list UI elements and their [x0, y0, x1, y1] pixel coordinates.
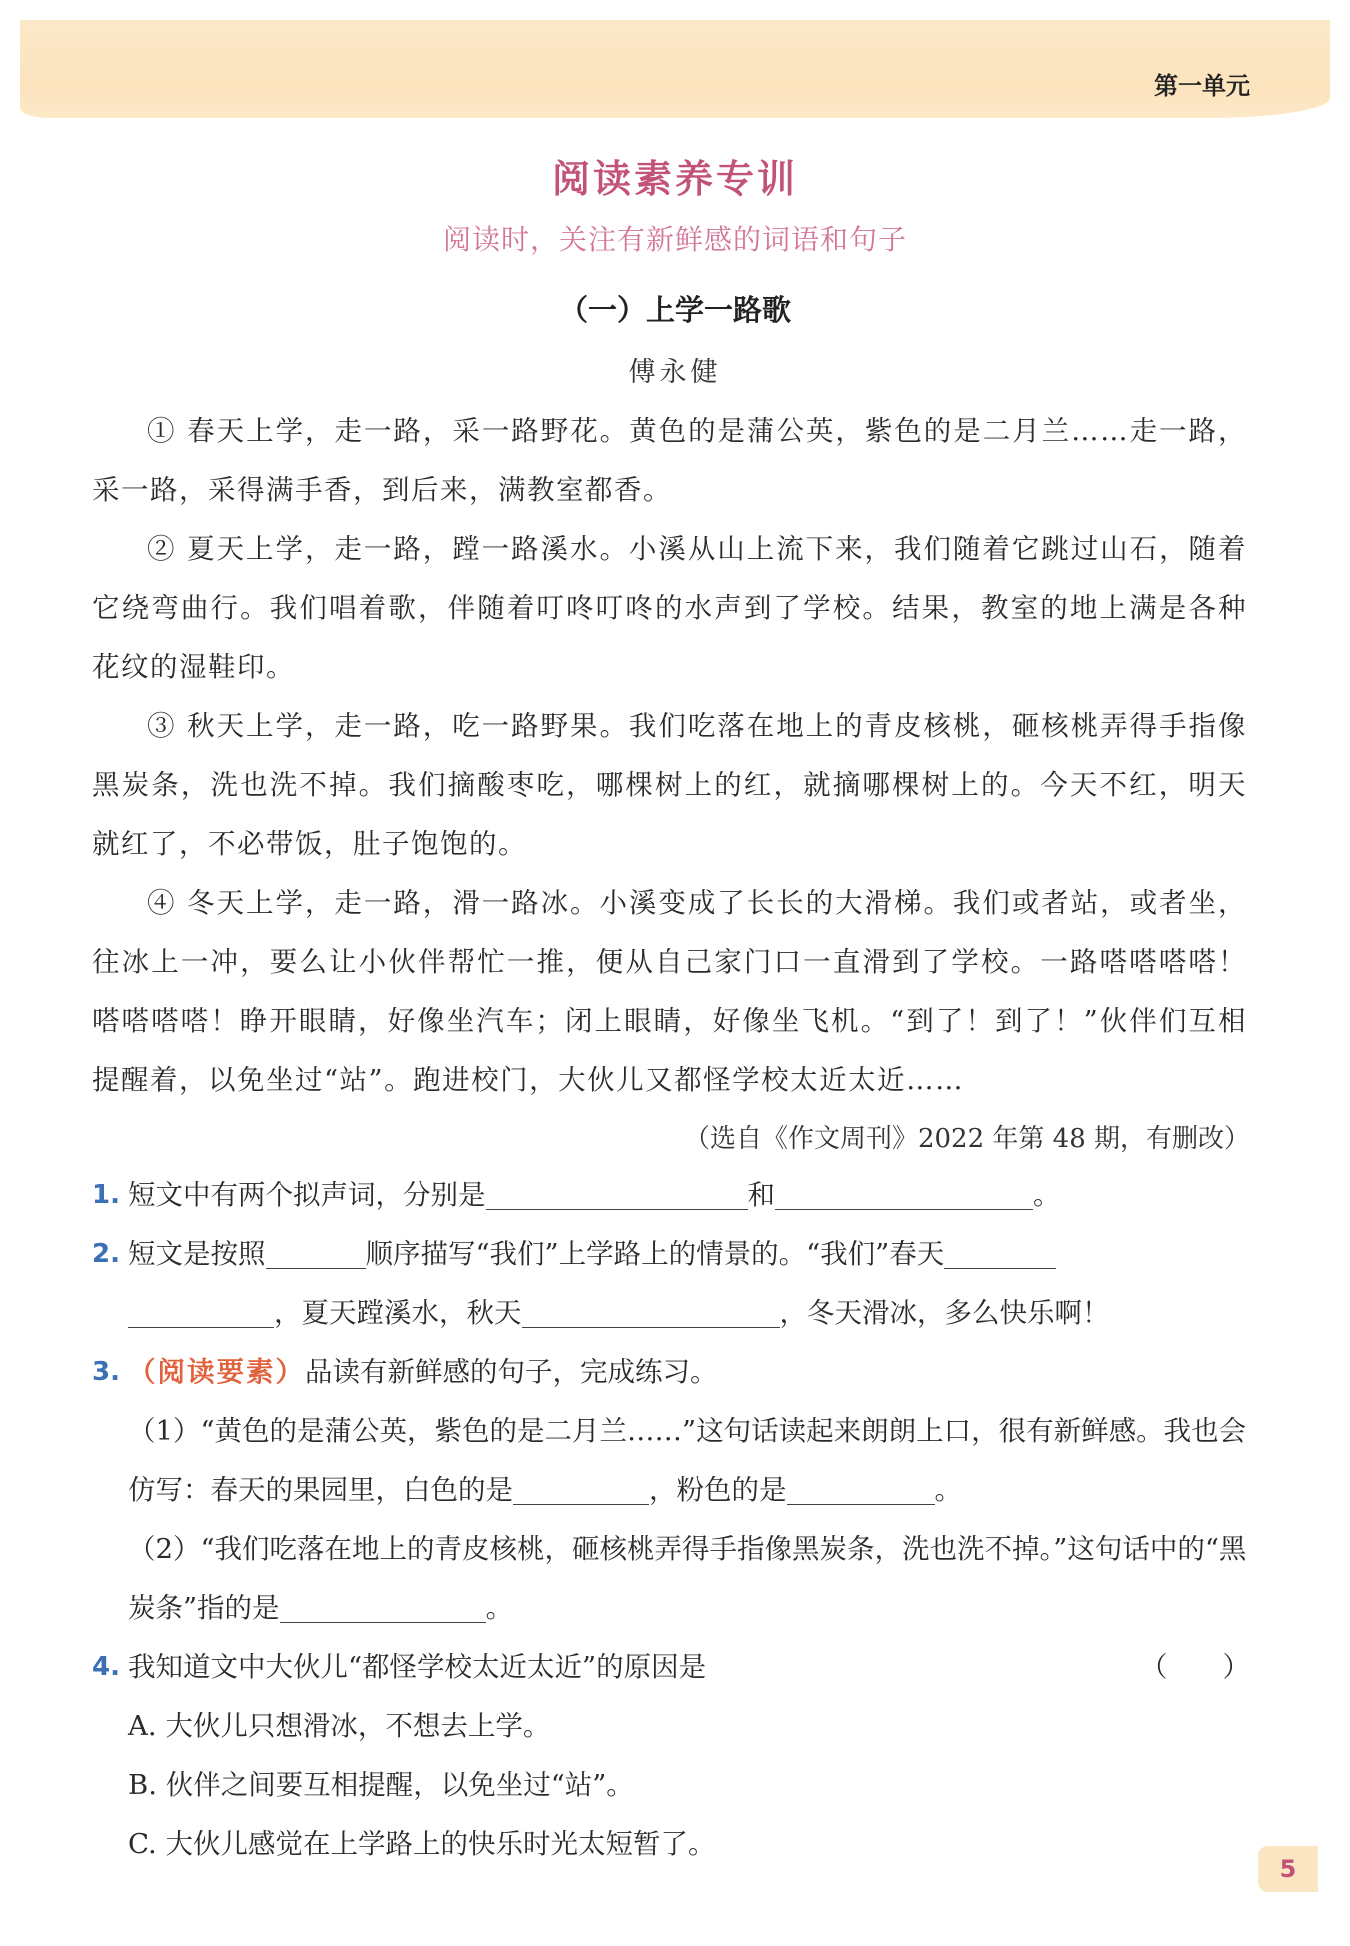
question-text: ，冬天滑冰，多么快乐啊！ — [779, 1297, 1110, 1329]
answer-blank[interactable] — [266, 1234, 366, 1269]
question-4 — [92, 1638, 1250, 1697]
page-title: 阅读素养专训 — [551, 157, 798, 201]
question-number: 2. — [92, 1239, 120, 1269]
question-1 — [92, 1166, 1250, 1225]
paragraph-4: ④ 冬天上学，走一路，滑一路冰。小溪变成了长长的大滑梯。我们或者站，或者坐，往冰上一冲，要么让小伙伴帮忙一推，便从自己家门口一直滑到了学校。一路嗒嗒嗒嗒！嗒嗒嗒嗒！睁开眼睛，好像坐汽车；闭上眼睛，好像坐飞机。“到了！到了！”伙伴们互相提醒着，以免坐过“站”。跑进校门，大伙儿又都怪学校太近太近…… — [92, 887, 1247, 1096]
question-number: 4. — [92, 1652, 120, 1682]
question-text: 。 — [485, 1592, 514, 1624]
question-text: 。 — [934, 1474, 962, 1506]
passage-body — [92, 402, 1247, 1110]
header-band — [20, 20, 1330, 118]
question-3-part-2 — [92, 1520, 1250, 1638]
question-3-part-1 — [92, 1402, 1250, 1520]
answer-blank[interactable] — [128, 1293, 274, 1328]
answer-parentheses[interactable]: （ ） — [1140, 1651, 1250, 1683]
paragraph-3: ③ 秋天上学，走一路，吃一路野果。我们吃落在地上的青皮核桃，砸核桃弄得手指像黑炭条，洗也洗不掉。我们摘酸枣吃，哪棵树上的红，就摘哪棵树上的。今天不红，明天就红了，不必带饭，肚子饱饱的。 — [92, 710, 1247, 860]
choice-c[interactable]: C. 大伙儿感觉在上学路上的快乐时光太短暂了。 — [128, 1828, 716, 1860]
answer-blank[interactable] — [486, 1175, 748, 1210]
question-text: ，夏天蹚溪水，秋天 — [274, 1297, 522, 1329]
question-number: 3. — [92, 1357, 120, 1387]
answer-blank[interactable] — [513, 1470, 649, 1505]
question-text: 我知道文中大伙儿“都怪学校太近太近”的原因是 — [128, 1651, 707, 1683]
question-text: 和 — [747, 1179, 775, 1211]
question-text: 。 — [1033, 1179, 1061, 1211]
question-text: 短文是按照 — [128, 1238, 266, 1270]
question-2 — [92, 1225, 1250, 1343]
reading-element-tag: （阅读要素） — [128, 1356, 305, 1388]
paragraph-1: ① 春天上学，走一路，采一路野花。黄色的是蒲公英，紫色的是二月兰……走一路，采一路，采得满手香，到后来，满教室都香。 — [92, 415, 1247, 506]
questions — [92, 1166, 1250, 1874]
question-number: 1. — [92, 1180, 120, 1210]
question-text: （2）“我们吃落在地上的青皮核桃，砸核桃弄得手指像黑炭条，洗也洗不掉。”这句话中的“黑炭条”指的是 — [128, 1533, 1247, 1624]
question-text: 品读有新鲜感的句子，完成练习。 — [305, 1356, 718, 1388]
question-text: 顺序描写“我们”上学路上的情景的。“我们”春天 — [365, 1238, 945, 1270]
paragraph-2: ② 夏天上学，走一路，蹚一路溪水。小溪从山上流下来，我们随着它跳过山石，随着它绕弯曲行。我们唱着歌，伴随着叮咚叮咚的水声到了学校。结果，教室的地上满是各种花纹的湿鞋印。 — [92, 533, 1247, 683]
page-subtitle: 阅读时，关注有新鲜感的词语和句子 — [442, 223, 907, 256]
unit-label: 第一单元 — [1154, 72, 1250, 100]
choice-a[interactable]: A. 大伙儿只想滑冰，不想去上学。 — [128, 1710, 551, 1742]
question-3 — [92, 1343, 1250, 1402]
passage-source: （选自《作文周刊》2022 年第 48 期，有删改） — [683, 1124, 1250, 1154]
answer-blank[interactable] — [775, 1175, 1033, 1210]
passage-author: 傅永健 — [628, 357, 722, 388]
question-text: ，粉色的是 — [649, 1474, 787, 1506]
page-number: 5 — [1258, 1846, 1318, 1892]
choice-b[interactable]: B. 伙伴之间要互相提醒，以免坐过“站”。 — [128, 1769, 634, 1801]
answer-blank[interactable] — [280, 1588, 486, 1623]
answer-blank[interactable] — [787, 1470, 935, 1505]
question-text: （1）“黄色的是蒲公英，紫色的是二月兰……”这句话读起来朗朗上口，很有新鲜感。我也会仿写：春天的果园里，白色的是 — [128, 1415, 1247, 1506]
passage-title: （一）上学一路歌 — [558, 293, 791, 327]
answer-blank[interactable] — [944, 1234, 1056, 1269]
question-text: 短文中有两个拟声词，分别是 — [128, 1179, 486, 1211]
answer-blank[interactable] — [522, 1293, 780, 1328]
